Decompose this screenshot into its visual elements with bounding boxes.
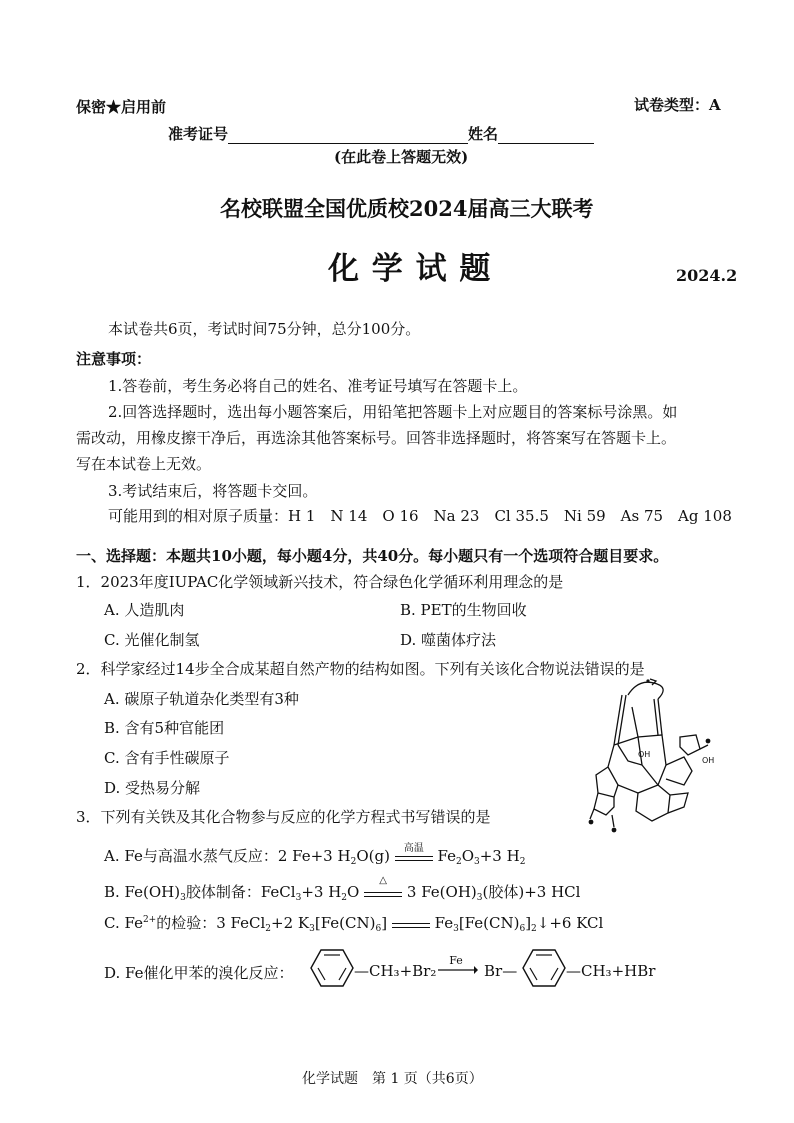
reaction-condition: 高温 — [403, 843, 424, 854]
intro-text: 本试卷共6页，考试时间75分钟，总分100分。 — [108, 320, 421, 338]
catalyst-label: Fe — [449, 954, 463, 967]
q3-b-text: 胶体制备：FeCl — [185, 883, 296, 901]
benzene-ring-icon — [310, 948, 354, 988]
q3-b-text: (胶体)+3 HCl — [482, 883, 581, 901]
paper-type-label: 试卷类型：A — [634, 96, 721, 114]
q3-b-text: +3 H — [301, 883, 342, 901]
q2-option-c[interactable]: C. 含有手性碳原子 — [104, 749, 230, 767]
q2-option-a[interactable]: A. 碳原子轨道杂化类型有3种 — [104, 690, 299, 708]
bromo-substituent: Br— — [484, 962, 518, 980]
molecule-structure-figure — [588, 675, 718, 835]
q3-b-text: 3 Fe(OH) — [406, 883, 477, 901]
q2-option-b[interactable]: B. 含有5种官能团 — [104, 719, 225, 737]
q3-c-text: Fe — [434, 914, 454, 932]
q3-option-d[interactable] — [104, 962, 294, 983]
q1-option-b[interactable]: B. PET的生物回收 — [400, 601, 527, 619]
exam-id-blank[interactable] — [228, 127, 468, 144]
section-1-heading: 一、选择题：本题共10小题，每小题4分，共40分。每小题只有一个选项符合题目要求。 — [76, 547, 669, 565]
q3-a-text: A. Fe与高温水蒸气反应：2 Fe+3 H — [104, 847, 351, 865]
q1-option-c[interactable]: C. 光催化制氢 — [104, 631, 200, 649]
note-2-line-2: 需改动，用橡皮擦干净后，再选涂其他答案标号。回答非选择题时，将答案写在答题卡上。 — [76, 429, 677, 447]
q3-c-text: [Fe(CN) — [314, 914, 376, 932]
hydroxyl-label: OH — [702, 756, 715, 765]
note-1: 1.答卷前，考生务必将自己的姓名、准考证号填写在答题卡上。 — [108, 377, 528, 395]
name-blank[interactable] — [498, 127, 594, 144]
equals-arrow — [364, 875, 402, 901]
equals-arrow — [392, 916, 430, 932]
benzene-ring-icon — [522, 948, 566, 988]
q3-c-text: ↓+6 KCl — [536, 914, 604, 932]
page-title: 化 学 试 题 — [328, 251, 492, 287]
q1-stem: 1．2023年度IUPAC化学领域新兴技术，符合绿色化学循环利用理念的是 — [76, 573, 564, 591]
reaction-condition: △ — [379, 875, 387, 886]
hydroxyl-label: OH — [638, 750, 651, 759]
q1-option-a[interactable]: A. 人造肌肉 — [104, 601, 185, 619]
equals-arrow — [395, 843, 433, 865]
product-substituent: —CH₃+HBr — [566, 962, 656, 980]
q3-c-text: 的检验：3 FeCl — [156, 914, 266, 932]
q3-stem: 3．下列有关铁及其化合物参与反应的化学方程式书写错误的是 — [76, 808, 491, 826]
invalid-note: (在此卷上答题无效) — [334, 148, 469, 166]
q3-option-c[interactable]: C. $Fe^{2+}$的检验：3 FeCl$_2$+2 $K_3[Fe(CN)_6]$ $Fe_3[Fe(CN)_6]_2↓+6$ KCl — [104, 914, 604, 934]
page-footer: 化学试题 第 1 页（共6页） — [302, 1071, 483, 1087]
exam-date: 2024.2 — [676, 266, 738, 285]
exam-id-label: 准考证号 — [168, 125, 229, 143]
q3-a-text: Fe — [437, 847, 456, 865]
exam-id-row — [168, 123, 594, 144]
q3-b-text: B. Fe(OH) — [104, 883, 181, 901]
toluene-substituent: —CH₃+Br₂ — [354, 962, 437, 980]
q3-a-text: O(g) — [356, 847, 390, 865]
note-2-line-3: 写在本试卷上无效。 — [76, 455, 212, 473]
reaction-arrow-icon — [438, 964, 478, 976]
notes-heading: 注意事项： — [76, 350, 152, 368]
q2-option-d[interactable]: D. 受热易分解 — [104, 779, 201, 797]
q1-option-d[interactable]: D. 噬菌体疗法 — [400, 631, 497, 649]
q3-c-text: +2 K — [271, 914, 310, 932]
note-3: 3.考试结束后，将答题卡交回。 — [108, 482, 318, 500]
q3-c-text: C. Fe — [104, 914, 143, 932]
atomic-masses: 可能用到的相对原子质量：H 1 N 14 O 16 Na 23 Cl 35.5 Ni 59 As 75 Ag 108 — [108, 507, 732, 525]
q3-option-a[interactable]: A. Fe与高温水蒸气反应：2 Fe+3 $H_2O(g)$ 高温 $Fe_2O_3+3$ $H_2$ — [104, 845, 525, 867]
name-label: 姓名 — [468, 125, 499, 143]
q3-d-text: D. Fe催化甲苯的溴化反应： — [104, 964, 294, 982]
exam-name: 名校联盟全国优质校2024届高三大联考 — [220, 196, 594, 221]
note-2-line-1: 2.回答选择题时，选出每小题答案后，用铅笔把答题卡上对应题目的答案标号涂黑。如 — [108, 403, 678, 421]
confidential-label: 保密★启用前 — [76, 98, 167, 116]
q2-stem: 2．科学家经过14步全合成某超自然产物的结构如图。下列有关该化合物说法错误的是 — [76, 660, 645, 678]
q3-option-b[interactable]: B. $Fe(OH)_3$胶体制备：FeCl$_3$+3 $H_2O$ △ 3 $Fe(OH)_3$(胶体)+3 HCl — [104, 875, 581, 903]
